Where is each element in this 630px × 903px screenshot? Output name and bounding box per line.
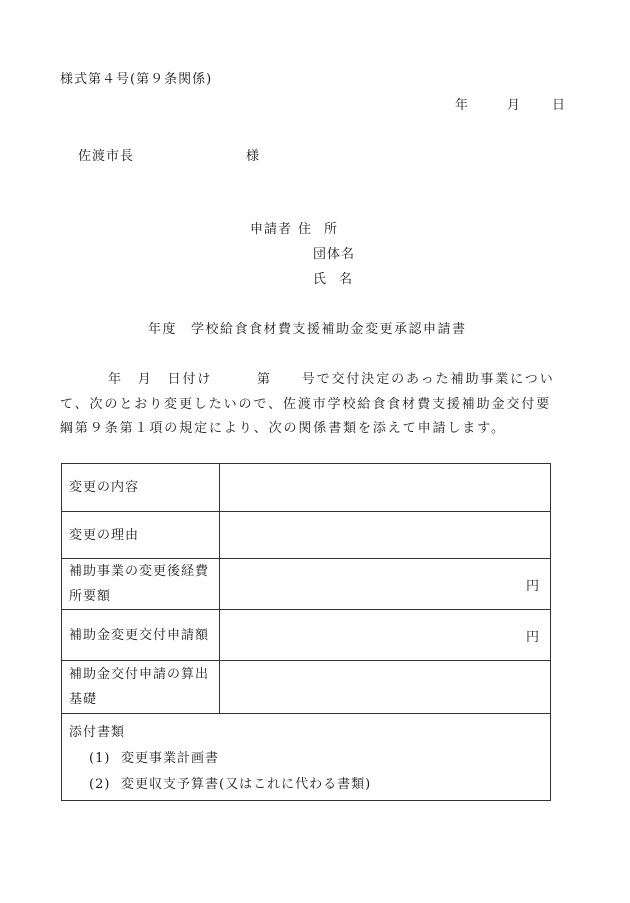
row-label: 変更の内容 [62, 464, 220, 512]
attachment-item [69, 746, 543, 772]
attachment-item [69, 772, 543, 798]
row-value[interactable] [220, 661, 551, 714]
row-label: 補助金交付申請の算出基礎 [62, 661, 220, 714]
attachments-heading: 添付書類 [69, 725, 126, 740]
attachments-row [62, 714, 551, 801]
row-value-yen[interactable]: 円 [220, 610, 551, 661]
body-line-3: 綱第９条第１項の規定により、次の関係書類を添えて申請します。 [60, 421, 506, 436]
date-year: 年 [455, 98, 470, 113]
row-label: 補助事業の変更後経費所要額 [62, 559, 220, 610]
attachment-text: 変更事業計画書 [121, 751, 220, 766]
attachments-cell [62, 714, 551, 801]
row-label: 変更の理由 [62, 512, 220, 559]
addressee-name: 佐渡市長 [78, 149, 135, 164]
date-month: 月 [507, 98, 522, 113]
date-day: 日 [552, 98, 567, 113]
body-line-2: て、次のとおり変更したいので、佐渡市学校給食食材費支援補助金交付要 [60, 397, 552, 412]
table-row [62, 512, 551, 559]
body-line-1-text: 年 月 日付け 第 号で交付決定のあった補助事業につい [108, 372, 555, 387]
title-text: 学校給食食材費支援補助金変更承認申請書 [191, 322, 467, 337]
form-number: 様式第４号(第９条関係) [60, 72, 213, 87]
document-title [148, 318, 467, 337]
address-label: 住所 [298, 222, 351, 237]
row-label: 補助金変更交付申請額 [62, 610, 220, 661]
attachment-number: (2) [89, 777, 111, 792]
table-row [62, 661, 551, 714]
attachment-text: 変更収支予算書(又はこれに代わる書類) [121, 777, 372, 792]
table-row [62, 610, 551, 661]
change-table [61, 463, 551, 801]
row-value[interactable] [220, 464, 551, 512]
title-prefix: 年度 [148, 322, 178, 337]
table-row [62, 559, 551, 610]
addressee-honorific: 様 [246, 149, 261, 164]
table-row [62, 464, 551, 512]
addressee [78, 145, 261, 164]
date-line [455, 94, 566, 113]
name-label: 氏名 [313, 272, 366, 287]
attachment-number: (1) [89, 751, 111, 766]
row-value[interactable] [220, 512, 551, 559]
organization-label: 団体名 [313, 247, 356, 262]
row-value-yen[interactable]: 円 [220, 559, 551, 610]
applicant-label: 申請者 [250, 222, 293, 237]
body-line-1 [60, 368, 555, 387]
